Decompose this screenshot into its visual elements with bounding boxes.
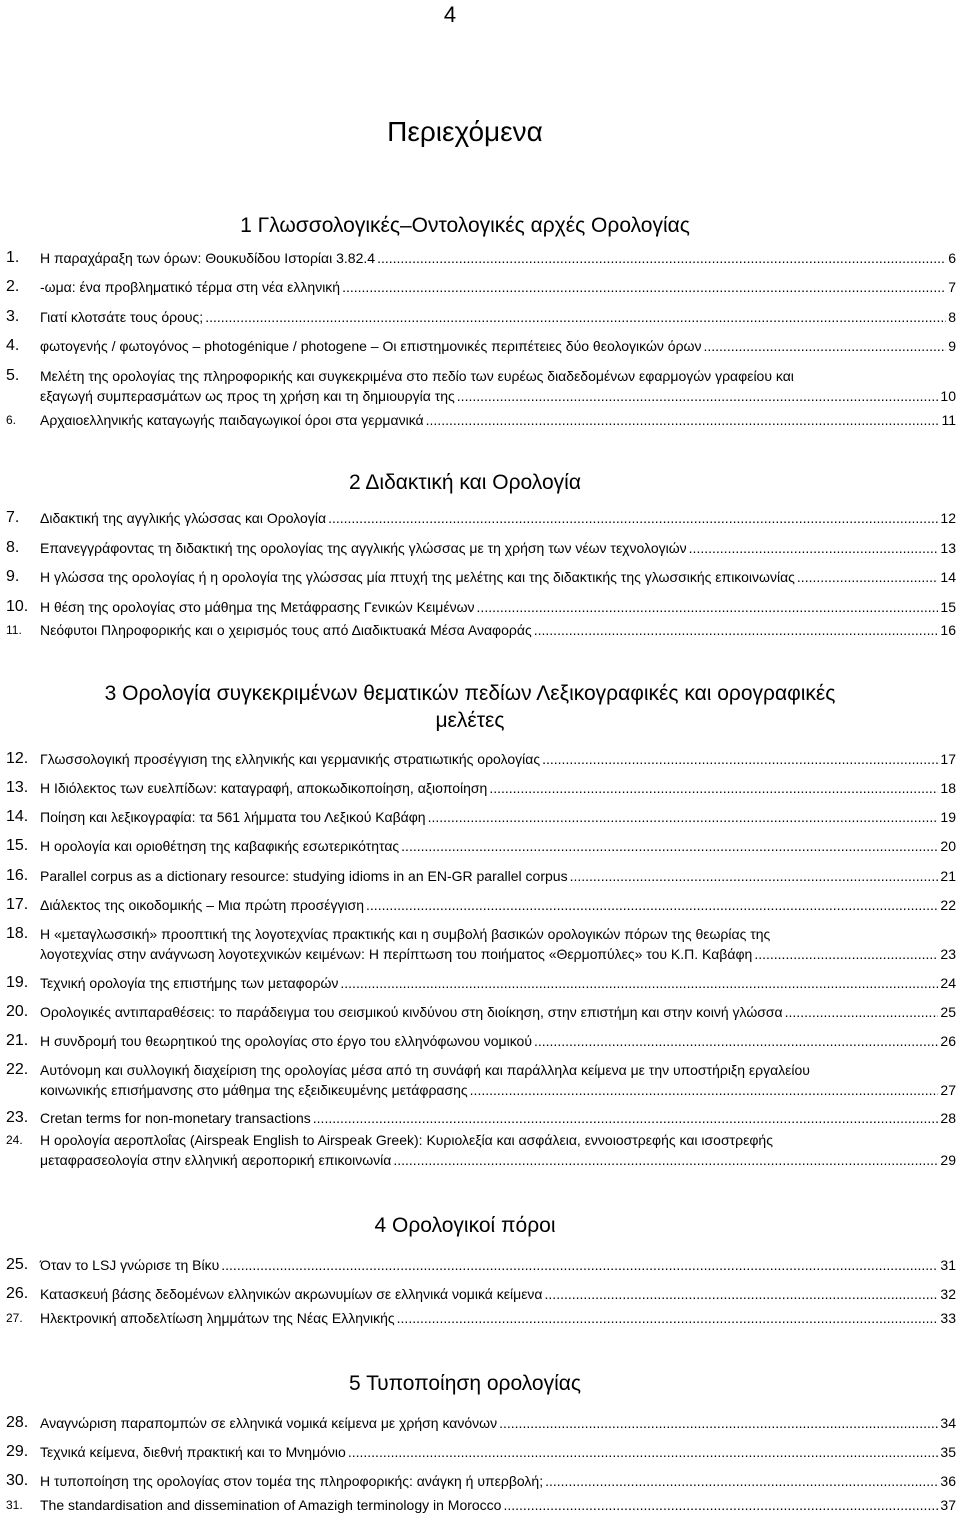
entry-title: μεταφρασεολογία στην ελληνική αεροπορική επικοινωνία bbox=[40, 1152, 392, 1168]
toc-entry-18[interactable] bbox=[6, 924, 956, 964]
entry-page: 13 bbox=[940, 540, 956, 556]
entry-title: Διδακτική της αγγλικής γλώσσας και Ορολογία bbox=[40, 510, 327, 526]
entry-number: 8. bbox=[6, 539, 20, 556]
section-5-heading: 5 Τυποποίηση ορολογίας bbox=[348, 1372, 582, 1395]
toc-entry-14[interactable] bbox=[6, 807, 956, 827]
entry-page: 18 bbox=[940, 780, 956, 796]
entry-page: 20 bbox=[940, 838, 956, 854]
toc-entry-19[interactable] bbox=[6, 973, 956, 993]
entry-page: 12 bbox=[940, 510, 956, 526]
entry-title: Η γλώσσα της ορολογίας ή η ορολογία της γλώσσας μία πτυχή της μελέτης και της διδακτικής της γλωσσικής επικοινωνίας bbox=[40, 569, 795, 585]
section-4-heading: 4 Ορολογικοί πόροι bbox=[374, 1214, 556, 1237]
entry-number: 27. bbox=[6, 1311, 23, 1325]
entry-title: Η παραχάραξη των όρων: Θουκυδίδου Ιστορίαι 3.82.4 bbox=[40, 250, 376, 266]
entry-title: κοινωνικής επισήμανσης στο μάθημα της εξειδικευμένης μετάφρασης bbox=[40, 1082, 468, 1098]
toc-entry-22[interactable] bbox=[6, 1060, 956, 1100]
dot-leader bbox=[397, 1308, 939, 1328]
toc-entry-7[interactable] bbox=[6, 508, 956, 528]
entry-title: Ορολογικές αντιπαραθέσεις: το παράδειγμα του σεισμικού κινδύνου στη διοίκηση, στην επιστήμη και στην κοινή γλώσσα bbox=[40, 1004, 783, 1020]
entry-page: 28 bbox=[940, 1110, 956, 1126]
entry-title: Γιατί κλοτσάτε τους όρους; bbox=[40, 309, 204, 325]
dot-leader bbox=[797, 567, 939, 587]
dot-leader bbox=[703, 336, 946, 356]
entry-number: 21. bbox=[6, 1032, 29, 1049]
dot-leader bbox=[534, 1031, 938, 1051]
toc-entry-27[interactable] bbox=[6, 1308, 956, 1328]
toc-entry-17[interactable] bbox=[6, 895, 956, 915]
entry-number: 30. bbox=[6, 1472, 29, 1489]
toc-entry-20[interactable] bbox=[6, 1002, 956, 1022]
toc-entry-6[interactable] bbox=[6, 410, 956, 430]
entry-page: 37 bbox=[940, 1497, 956, 1513]
entry-title-line1: Η «μεταγλωσσική» προοπτική της λογοτεχνίας πρακτικής και η συμβολή βασικών ορολογικών πόρων της θεωρίας της bbox=[40, 926, 771, 942]
entry-title: Γλωσσολογική προσέγγιση της ελληνικής και γερμανικής στρατιωτικής ορολογίας bbox=[40, 751, 541, 767]
entry-number: 22. bbox=[6, 1061, 29, 1078]
dot-leader bbox=[785, 1002, 939, 1022]
entry-number: 3. bbox=[6, 308, 20, 325]
entry-number: 23. bbox=[6, 1109, 29, 1126]
entry-number: 7. bbox=[6, 509, 20, 526]
entry-page: 10 bbox=[940, 388, 956, 404]
toc-entry-1[interactable] bbox=[6, 248, 956, 268]
entry-number: 13. bbox=[6, 779, 29, 796]
entry-page: 33 bbox=[940, 1310, 956, 1326]
entry-title: Αρχαιοελληνικής καταγωγής παιδαγωγικοί όροι στα γερμανικά bbox=[40, 412, 424, 428]
toc-entry-16[interactable] bbox=[6, 866, 956, 886]
dot-leader bbox=[470, 1080, 939, 1100]
entry-page: 11 bbox=[941, 412, 956, 428]
entry-title: The standardisation and dissemination of Amazigh terminology in Morocco bbox=[40, 1497, 502, 1513]
entry-title: Κατασκευή βάσης δεδομένων ελληνικών ακρωνυμίων σε ελληνικά νομικά κείμενα bbox=[40, 1286, 543, 1302]
entry-title: Διάλεκτος της οικοδομικής – Μια πρώτη προσέγγιση bbox=[40, 897, 365, 913]
toc-entry-25[interactable] bbox=[6, 1255, 956, 1275]
entry-number: 31. bbox=[6, 1498, 23, 1512]
entry-page: 25 bbox=[940, 1004, 956, 1020]
page-number: 4 bbox=[443, 2, 457, 27]
entry-number: 25. bbox=[6, 1256, 29, 1273]
entry-title: Cretan terms for non-monetary transactions bbox=[40, 1110, 311, 1126]
entry-title: Όταν το LSJ γνώρισε τη Βίκυ bbox=[40, 1257, 220, 1273]
toc-entry-23[interactable] bbox=[6, 1108, 956, 1128]
entry-page: 26 bbox=[940, 1033, 956, 1049]
toc-entry-28[interactable] bbox=[6, 1413, 956, 1433]
entry-title: Η ορολογία και οριοθέτηση της καβαφικής εσωτερικότητας bbox=[40, 838, 400, 854]
dot-leader bbox=[457, 386, 939, 406]
entry-title: εξαγωγή συμπερασμάτων ως προς τη χρήση και τη δημιουργία της bbox=[40, 388, 455, 404]
entry-page: 19 bbox=[940, 809, 956, 825]
entry-number: 1. bbox=[6, 249, 20, 266]
section-3-heading: 3 Ορολογία συγκεκριμένων θεματικών πεδίων Λεξικογραφικές και ορογραφικές μελέτες bbox=[104, 682, 836, 732]
entry-title: Η συνδρομή του θεωρητικού της ορολογίας στο έργο του ελληνόφωνου νομικού bbox=[40, 1033, 532, 1049]
dot-leader bbox=[426, 410, 940, 430]
dot-leader bbox=[221, 1255, 938, 1275]
entry-page: 15 bbox=[940, 599, 956, 615]
entry-number: 10. bbox=[6, 598, 29, 615]
entry-page: 34 bbox=[940, 1415, 956, 1431]
entry-title: Parallel corpus as a dictionary resource: studying idioms in an EN-GR parallel corpus bbox=[40, 868, 568, 884]
entry-number: 14. bbox=[6, 808, 29, 825]
entry-title: Ηλεκτρονική αποδελτίωση λημμάτων της Νέας Ελληνικής bbox=[40, 1310, 395, 1326]
toc-entry-10[interactable] bbox=[6, 597, 956, 617]
entry-title: Η τυποποίηση της ορολογίας στον τομέα της πληροφορικής: ανάγκη ή υπερβολή; bbox=[40, 1473, 544, 1489]
section-2-heading: 2 Διδακτική και Ορολογία bbox=[349, 471, 581, 494]
entry-page: 35 bbox=[940, 1444, 956, 1460]
entry-number: 24. bbox=[6, 1133, 23, 1147]
entry-page: 14 bbox=[940, 569, 956, 585]
toc-entry-11[interactable] bbox=[6, 620, 956, 640]
entry-title: Τεχνική ορολογία της επιστήμης των μεταφορών bbox=[40, 975, 339, 991]
section-1-heading: 1 Γλωσσολογικές–Οντολογικές αρχές Ορολογίας bbox=[240, 214, 690, 237]
entry-page: 32 bbox=[940, 1286, 956, 1302]
entry-page: 23 bbox=[940, 946, 956, 962]
toc-entry-9[interactable] bbox=[6, 567, 956, 587]
entry-page: 7 bbox=[948, 279, 956, 295]
dot-leader bbox=[340, 973, 938, 993]
dot-leader bbox=[689, 538, 939, 558]
dot-leader bbox=[401, 836, 938, 856]
toc-entry-21[interactable] bbox=[6, 1031, 956, 1051]
entry-title-line1: Η ορολογία αεροπλοΐας (Airspeak English to Airspeak Greek): Κυριολεξία και ασφάλεια, εννοιοστρεφής και ισοστρεφής bbox=[40, 1132, 773, 1148]
entry-title: Επανεγγράφοντας τη διδακτική της ορολογίας της αγγλικής γλώσσας με τη χρήση των νέων τεχνολογιών bbox=[40, 540, 687, 556]
entry-page: 22 bbox=[940, 897, 956, 913]
toc-entry-5[interactable] bbox=[6, 366, 956, 406]
entry-page: 36 bbox=[940, 1473, 956, 1489]
dot-leader bbox=[428, 807, 939, 827]
entry-number: 26. bbox=[6, 1285, 29, 1302]
entry-title: -ωμα: ένα προβληματικό τέρμα στη νέα ελληνική bbox=[40, 279, 341, 295]
entry-page: 24 bbox=[940, 975, 956, 991]
dot-leader bbox=[342, 277, 946, 297]
toc-title: Περιεχόμενα bbox=[387, 116, 543, 147]
entry-title-line1: Μελέτη της ορολογίας της πληροφορικής και συγκεκριμένα στο πεδίο των ευρέως διαδεδομένων εφαρμογών γραφείου και bbox=[40, 368, 794, 384]
entry-number: 17. bbox=[6, 896, 29, 913]
dot-leader bbox=[393, 1150, 938, 1170]
entry-number: 16. bbox=[6, 867, 29, 884]
dot-leader bbox=[499, 1413, 938, 1433]
toc-entry-26[interactable] bbox=[6, 1284, 956, 1304]
toc-entry-3[interactable] bbox=[6, 307, 956, 327]
entry-number: 18. bbox=[6, 925, 29, 942]
entry-number: 19. bbox=[6, 974, 29, 991]
entry-page: 6 bbox=[948, 250, 956, 266]
entry-page: 21 bbox=[940, 868, 956, 884]
dot-leader bbox=[754, 944, 938, 964]
entry-page: 31 bbox=[940, 1257, 956, 1273]
toc-entry-12[interactable] bbox=[6, 749, 956, 769]
entry-number: 29. bbox=[6, 1443, 29, 1460]
entry-number: 5. bbox=[6, 367, 20, 384]
entry-page: 9 bbox=[948, 338, 956, 354]
dot-leader bbox=[313, 1108, 939, 1128]
entry-title: Τεχνικά κείμενα, διεθνή πρακτική και το Μνημόνιο bbox=[40, 1444, 346, 1460]
dot-leader bbox=[489, 778, 938, 798]
entry-page: 29 bbox=[940, 1152, 956, 1168]
entry-number: 12. bbox=[6, 750, 29, 767]
entry-title: λογοτεχνίας στην ανάγνωση λογοτεχνικών κειμένων: Η περίπτωση του ποιήματος «Θερμοπύλες» του Κ.Π. Καβάφη bbox=[40, 946, 753, 962]
entry-page: 8 bbox=[948, 309, 956, 325]
entry-title: Η Ιδιόλεκτος των ευελπίδων: καταγραφή, αποκωδικοποίηση, αξιοποίηση bbox=[40, 780, 488, 796]
dot-leader bbox=[542, 749, 938, 769]
entry-title: Ποίηση και λεξικογραφία: τα 561 λήμματα του Λεξικού Καβάφη bbox=[40, 809, 426, 825]
dot-leader bbox=[366, 895, 938, 915]
toc-entry-24[interactable] bbox=[6, 1130, 956, 1170]
entry-number: 15. bbox=[6, 837, 29, 854]
entry-title: Νεόφυτοι Πληροφορικής και ο χειρισμός τους από Διαδικτυακά Μέσα Αναφοράς bbox=[40, 622, 532, 638]
dot-leader bbox=[205, 307, 946, 327]
toc-entry-29[interactable] bbox=[6, 1442, 956, 1462]
toc-entry-30[interactable] bbox=[6, 1471, 956, 1491]
entry-number: 9. bbox=[6, 568, 20, 585]
dot-leader bbox=[570, 866, 939, 886]
entry-number: 2. bbox=[6, 278, 20, 295]
toc-entry-8[interactable] bbox=[6, 538, 956, 558]
dot-leader bbox=[545, 1471, 938, 1491]
entry-number: 20. bbox=[6, 1003, 29, 1020]
toc-entry-15[interactable] bbox=[6, 836, 956, 856]
dot-leader bbox=[477, 597, 939, 617]
toc-entry-31[interactable] bbox=[6, 1495, 956, 1515]
entry-title: Αναγνώριση παραπομπών σε ελληνικά νομικά κείμενα με χρήση κανόνων bbox=[40, 1415, 498, 1431]
dot-leader bbox=[348, 1442, 939, 1462]
entry-number: 11. bbox=[6, 623, 22, 637]
dot-leader bbox=[377, 248, 946, 268]
entry-page: 16 bbox=[940, 622, 956, 638]
toc-entry-13[interactable] bbox=[6, 778, 956, 798]
entry-title: Η θέση της ορολογίας στο μάθημα της Μετάφρασης Γενικών Κειμένων bbox=[40, 599, 475, 615]
dot-leader bbox=[503, 1495, 938, 1515]
dot-leader bbox=[328, 508, 938, 528]
toc-entry-2[interactable] bbox=[6, 277, 956, 297]
entry-number: 6. bbox=[6, 413, 17, 427]
entry-page: 17 bbox=[940, 751, 956, 767]
dot-leader bbox=[534, 620, 939, 640]
entry-title: φωτογενής / φωτογόνος – photogénique / photogene – Οι επιστημονικές περιπέτειες δύο θεολογικών όρων bbox=[40, 338, 702, 354]
entry-title-line1: Αυτόνομη και συλλογική διαχείριση της ορολογίας μέσα από τη συνάφή και παράλληλα κείμενα με την υποστήριξη εργαλείου bbox=[40, 1062, 810, 1078]
entry-number: 4. bbox=[6, 337, 20, 354]
entry-number: 28. bbox=[6, 1414, 29, 1431]
toc-entry-4[interactable] bbox=[6, 336, 956, 356]
dot-leader bbox=[545, 1284, 939, 1304]
entry-page: 27 bbox=[940, 1082, 956, 1098]
